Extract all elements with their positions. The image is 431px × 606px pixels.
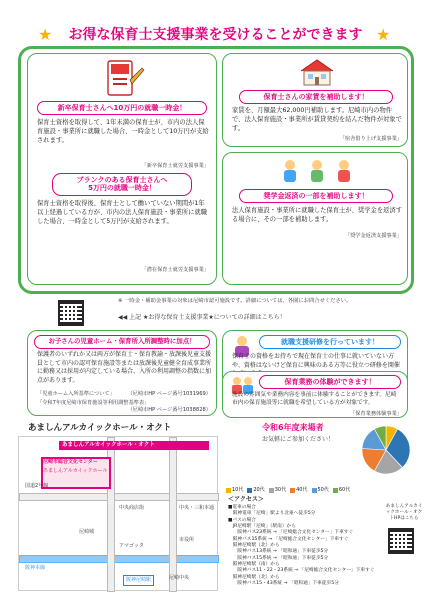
admission-text: 保護者のいずれか又は両方が保育士・保育教諭・放課後児童支援員として市内の認可保育施設等または放課後児童健全育成事業所に勤務又は採用が内定している場合、入所の利用調整の指数に加点があります。 <box>37 351 212 385</box>
scholarship-pill: 奨学金返済の一部を補助します！ <box>239 189 393 203</box>
training-pill: 就職支援研修を行っています！ <box>259 335 401 349</box>
people-illustration <box>278 156 356 184</box>
legend-label: 40代 <box>296 487 308 493</box>
venue-map <box>18 436 218 591</box>
legend-item <box>269 487 286 494</box>
admission-source-b-title: 「令和7年度尼崎市保育施設等利用調整基準表」 <box>37 400 150 406</box>
access-line: 阪神バス15系統 → 「尼崎総合文化センター」下車すぐ <box>228 536 349 542</box>
map-label-venue: あましんアルカイックホール <box>43 468 108 474</box>
page-title: お得な保育士支援事業を受けることができます <box>68 27 363 43</box>
details-qr-code[interactable] <box>58 300 84 326</box>
map-label-cityhall: 市役所 <box>179 537 195 543</box>
map-railway <box>19 555 219 563</box>
access-line: 阪神バス23系統 → 「尼崎総合文化センター」下車すぐ <box>228 530 354 536</box>
access-list <box>228 505 388 587</box>
map-label-route2: 国道2号線 <box>25 483 49 489</box>
map-road-route2 <box>19 493 219 501</box>
map-label-railway: 阪神本線 <box>25 565 46 571</box>
rent-text: 家賃を、月額最大62,000円補助します。尼崎市内の物件で、法人保育施設・事業所が賃貸契約を結んだ物件が対象です。 <box>232 107 402 133</box>
legend-item <box>290 487 307 494</box>
legend-item <box>312 487 329 494</box>
access-line: 阪神電車「尼崎」駅より北東へ徒歩5分 <box>228 511 316 517</box>
legend-label: 60代 <box>338 487 351 493</box>
experience-source: 「保育業務体験事業」 <box>350 411 402 417</box>
legend-item <box>226 487 243 494</box>
envelope-illustration <box>100 58 146 98</box>
map-label-shopping: 中央商店街 <box>119 505 145 511</box>
legend-label: 10代 <box>232 487 244 493</box>
legend-swatch <box>290 488 295 493</box>
scholarship-card <box>222 152 408 285</box>
legend-label: 50代 <box>317 487 329 493</box>
scholarship-source: 「奨学金返済支援事業」 <box>344 233 402 239</box>
visitors-legend <box>226 487 420 494</box>
access-line: 阪神尼崎駅（南）から <box>228 562 280 568</box>
house-illustration <box>295 57 339 87</box>
admission-pill: お子さんの児童ホーム・保育所入所調整時に加点！ <box>34 335 210 349</box>
new-graduate-pill: 新卒保育士さんへ10万円の就職一時金！ <box>37 101 207 115</box>
experience-text: 施設の雰囲気や業務内容を事前に体験することができます。尼崎市内の保育施設等に就職を希望している方が対象です。 <box>232 392 397 406</box>
blank-teacher-text: 保育士資格を取得後、保育士として働いていない期間が1年以上経過している方が、市内の法人保育施設・事業所に就職した場合、一時金として5万円が支給されます。 <box>37 200 208 226</box>
new-graduate-source: 「新卒保育士就労支援事業」 <box>141 163 209 169</box>
legend-swatch <box>269 488 274 493</box>
new-graduate-text: 保育士資格を取得して、1年未満の保育士が、市内の法人保育施設・事業所に就職した場合、一時金として10万円が支給されます。 <box>37 119 209 145</box>
legend-swatch <box>226 488 231 493</box>
access-line: JR尼崎駅「尼崎」（駅南）から <box>228 524 296 530</box>
blank-teacher-pill-line2: 5万円の就職一時金！ <box>88 184 156 193</box>
map-label-culture-center: 尼崎市総合文化センター <box>43 459 98 465</box>
admission-source-a <box>37 391 211 398</box>
scholarship-text: 法人保育施設・事業所に就職した保育士が、奨学金を返済する場合に、その一部を補助します。 <box>232 207 403 224</box>
legend-item <box>333 487 350 494</box>
legend-swatch <box>247 488 252 493</box>
eligibility-note: ※ 一時金・補助金事業の対象は尼崎市認可施設です。詳細については、各園にお問合せください。 <box>118 298 352 304</box>
visitors-subtitle: お気軽にご参加ください！ <box>262 436 335 443</box>
map-road-vertical-east <box>169 437 177 592</box>
lump-sum-card <box>27 53 217 285</box>
access-line: ■バスの場合 <box>228 517 256 523</box>
legend-item <box>247 487 264 494</box>
map-venue-banner: あましんアルカイックホール・オクト <box>59 441 209 450</box>
rent-pill: 保育士さんの家賃を補助します！ <box>239 90 393 104</box>
venue-title: あましんアルカイックホール・オクト <box>28 423 172 433</box>
admission-card <box>27 330 217 416</box>
star-icon: ★ <box>376 25 391 44</box>
access-heading: ＜アクセス＞ <box>228 496 264 503</box>
map-label-central: 尼崎中央 <box>169 575 190 581</box>
admission-source-a-ref: （尼崎市HP ページ番号1031969） <box>127 391 211 397</box>
legend-swatch <box>312 488 317 493</box>
blank-teacher-source: 「潜在保育士就労支援事業」 <box>141 267 209 273</box>
map-label-castle: 尼崎城 <box>79 529 95 535</box>
access-line: 阪神バス15系統 → 「昭和通」下車徒歩5分 <box>228 555 329 561</box>
visitors-pie-chart <box>360 424 412 476</box>
map-label-station: 阪神尼崎駅 <box>123 575 154 586</box>
access-line: 阪神バス13系統 → 「昭和通」下車徒歩5分 <box>228 549 329 555</box>
details-link-note[interactable]: ◀◀ 上記 ★お得な保育士支援事業★についての詳細はこちら！ <box>118 314 286 321</box>
star-icon: ★ <box>38 25 53 44</box>
legend-swatch <box>333 488 338 493</box>
rent-card <box>222 53 408 147</box>
venue-qr-code[interactable] <box>388 528 414 554</box>
venue-qr-caption: あましんアルカイックホール・オクトHPはこちら <box>385 504 423 522</box>
map-label-street: 中央・三和本通 <box>179 505 215 511</box>
legend-label: 30代 <box>274 487 287 493</box>
blank-teacher-pill-line1: ブランクのある保育士さんへ <box>76 176 168 184</box>
access-line: 阪神尼崎駅（北）から <box>228 574 280 580</box>
experience-card <box>222 371 408 418</box>
admission-source-b <box>37 400 211 414</box>
admission-source-b-ref: （尼崎市HP ページ番号1038828） <box>127 407 211 414</box>
legend-label: 20代 <box>253 487 265 493</box>
admission-source-a-title: 「児童ホーム入所基準について」 <box>37 391 115 397</box>
rent-source: 「宿舎借り上げ支援事業」 <box>339 136 402 142</box>
access-line: 阪神バス11・22・23系統 → 「尼崎総合文化センター」下車すぐ <box>228 568 375 574</box>
access-line: ■電車の場合 <box>228 505 256 510</box>
blank-teacher-pill <box>52 173 192 196</box>
map-label-amagotta: アマゴッタ <box>119 543 144 549</box>
visitors-title: 令和6年度来場者 <box>262 423 324 432</box>
access-line: 阪神尼崎駅（北）から <box>228 543 280 549</box>
access-line: 阪神バス15・43系統 → 「昭和通」下車徒歩5分 <box>228 581 339 587</box>
training-text: 保育士の資格をお持ちで現在保育士の仕事に就いていない方や、資格はないけど保育に興味のある方等に役立つ研修を開催 <box>232 353 400 369</box>
experience-pill: 保育業務の体験ができます！ <box>259 375 401 389</box>
